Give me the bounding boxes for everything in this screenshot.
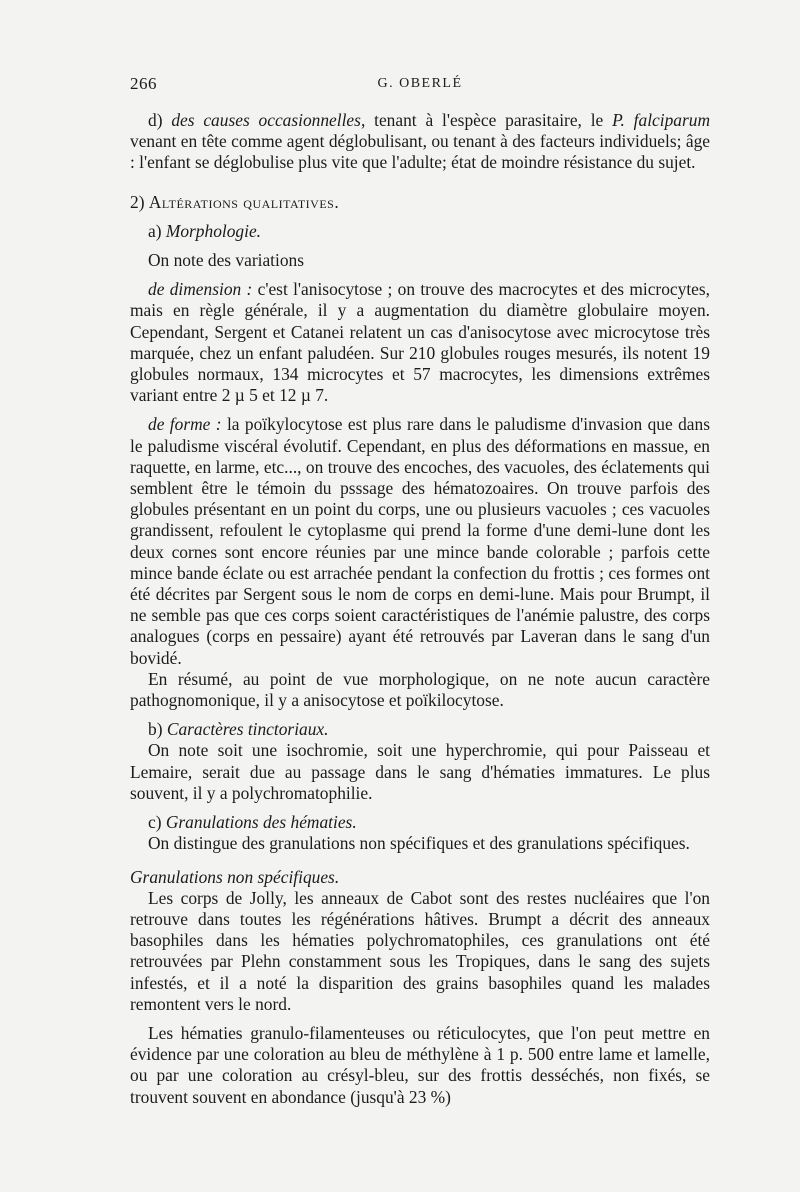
subheading-a: a) Morphologie. — [148, 220, 262, 241]
page-header — [130, 72, 710, 98]
paragraph-jolly: Les corps de Jolly, les anneaux de Cabot sont des restes nucléaires que l'on retrouve dans toutes les régénérations hâtives. Brumpt a décrit des anneaux basophiles dans les hématies polychromatophiles, ces granulations ont été retrouvées par Plehn constamment sous les Tropiques, dans le sang des sujets infestés, et il a noté la disparition des grains basophiles quand les malades remontent vers le nord. — [130, 887, 710, 1014]
paragraph-forme: de forme : la poïkylocytose est plus rare dans le paludisme d'invasion que dans le paludisme viscéral évolutif. Cependant, en plus des déformations en massue, en raquette, en larme, etc..., on trouve des encoches, des vacuoles, des éclatements qui semblent être le témoin du psssage des hématozoaires. On trouve parfois des globules présentant en un point du corps, une ou plusieurs vacuoles ; ces vacuoles grandissent, refoulent le cytoplasme qui prend la forme d'une demi-lune dont les deux cornes sont encore réunies par une mince bande colorable ; parfois cette mince bande éclate ou est arrachée pendant la confection du frottis ; ces formes ont été décrites par Sergent sous le nom de corps en demi-lune. Mais pour Brumpt, il ne semble pas que ces corps soient caractéristiques de l'anémie palustre, des corps analogues (corps en pessaire) ayant été retrouvés par Laveran dans le sang d'un bovidé. — [130, 414, 710, 668]
section-heading-2: 2) Altérations qualitatives. — [130, 191, 340, 212]
running-title: G. OBERLÉ — [377, 76, 463, 91]
paragraph-granulations: On distingue des granulations non spécifiques et des granulations spécifiques. — [148, 833, 690, 854]
subheading-b: b) Caractères tinctoriaux. — [148, 719, 329, 740]
paragraph-tinctoriaux: On note soit une isochromie, soit une hyperchromie, qui pour Paisseau et Lemaire, serait due au passage dans le sang d'hématies immatures. Le plus souvent, il y a polychromatophilie. — [130, 740, 710, 803]
page-number: 266 — [130, 74, 157, 93]
paragraph-variations: On note des variations — [148, 250, 304, 271]
subheading-non-specifiques: Granulations non spécifiques. — [130, 866, 340, 887]
paragraph-d: d) des causes occasionnelles, tenant à l'espèce parasitaire, le P. falciparum venant en tête comme agent déglobulisant, ou tenant à des facteurs individuels; âge : l'enfant se déglobulise plus vite que l'adulte; état de moindre résistance du sujet. — [130, 110, 711, 173]
paragraph-dimension: de dimension : c'est l'anisocytose ; on trouve des macrocytes et des microcytes, mais en règle générale, il y a augmentation du diamètre globulaire moyen. Cependant, Sergent et Catanei relatent un cas d'anisocytose avec microcytose très marquée, chez un enfant paludéen. Sur 210 globules rouges mesurés, ils notent 19 globules normaux, 134 microcytes et 57 macrocytes, les dimensions extrêmes variant entre 2 µ 5 et 12 µ 7. — [130, 279, 710, 406]
page-body — [130, 110, 710, 1108]
paragraph-resume: En résumé, au point de vue morphologique, on ne note aucun caractère pathognomonique, il y a anisocytose et poïkilocytose. — [130, 668, 710, 711]
subheading-c: c) Granulations des hématies. — [148, 812, 357, 833]
paragraph-reticulocytes: Les hématies granulo-filamenteuses ou réticulocytes, que l'on peut mettre en évidence par une coloration au bleu de méthylène à 1 p. 500 entre lame et lamelle, ou par une coloration au crésyl-bleu, sur des frottis desséchés, non fixés, se trouvent souvent en abondance (jusqu'à 23 %) — [130, 1022, 710, 1107]
